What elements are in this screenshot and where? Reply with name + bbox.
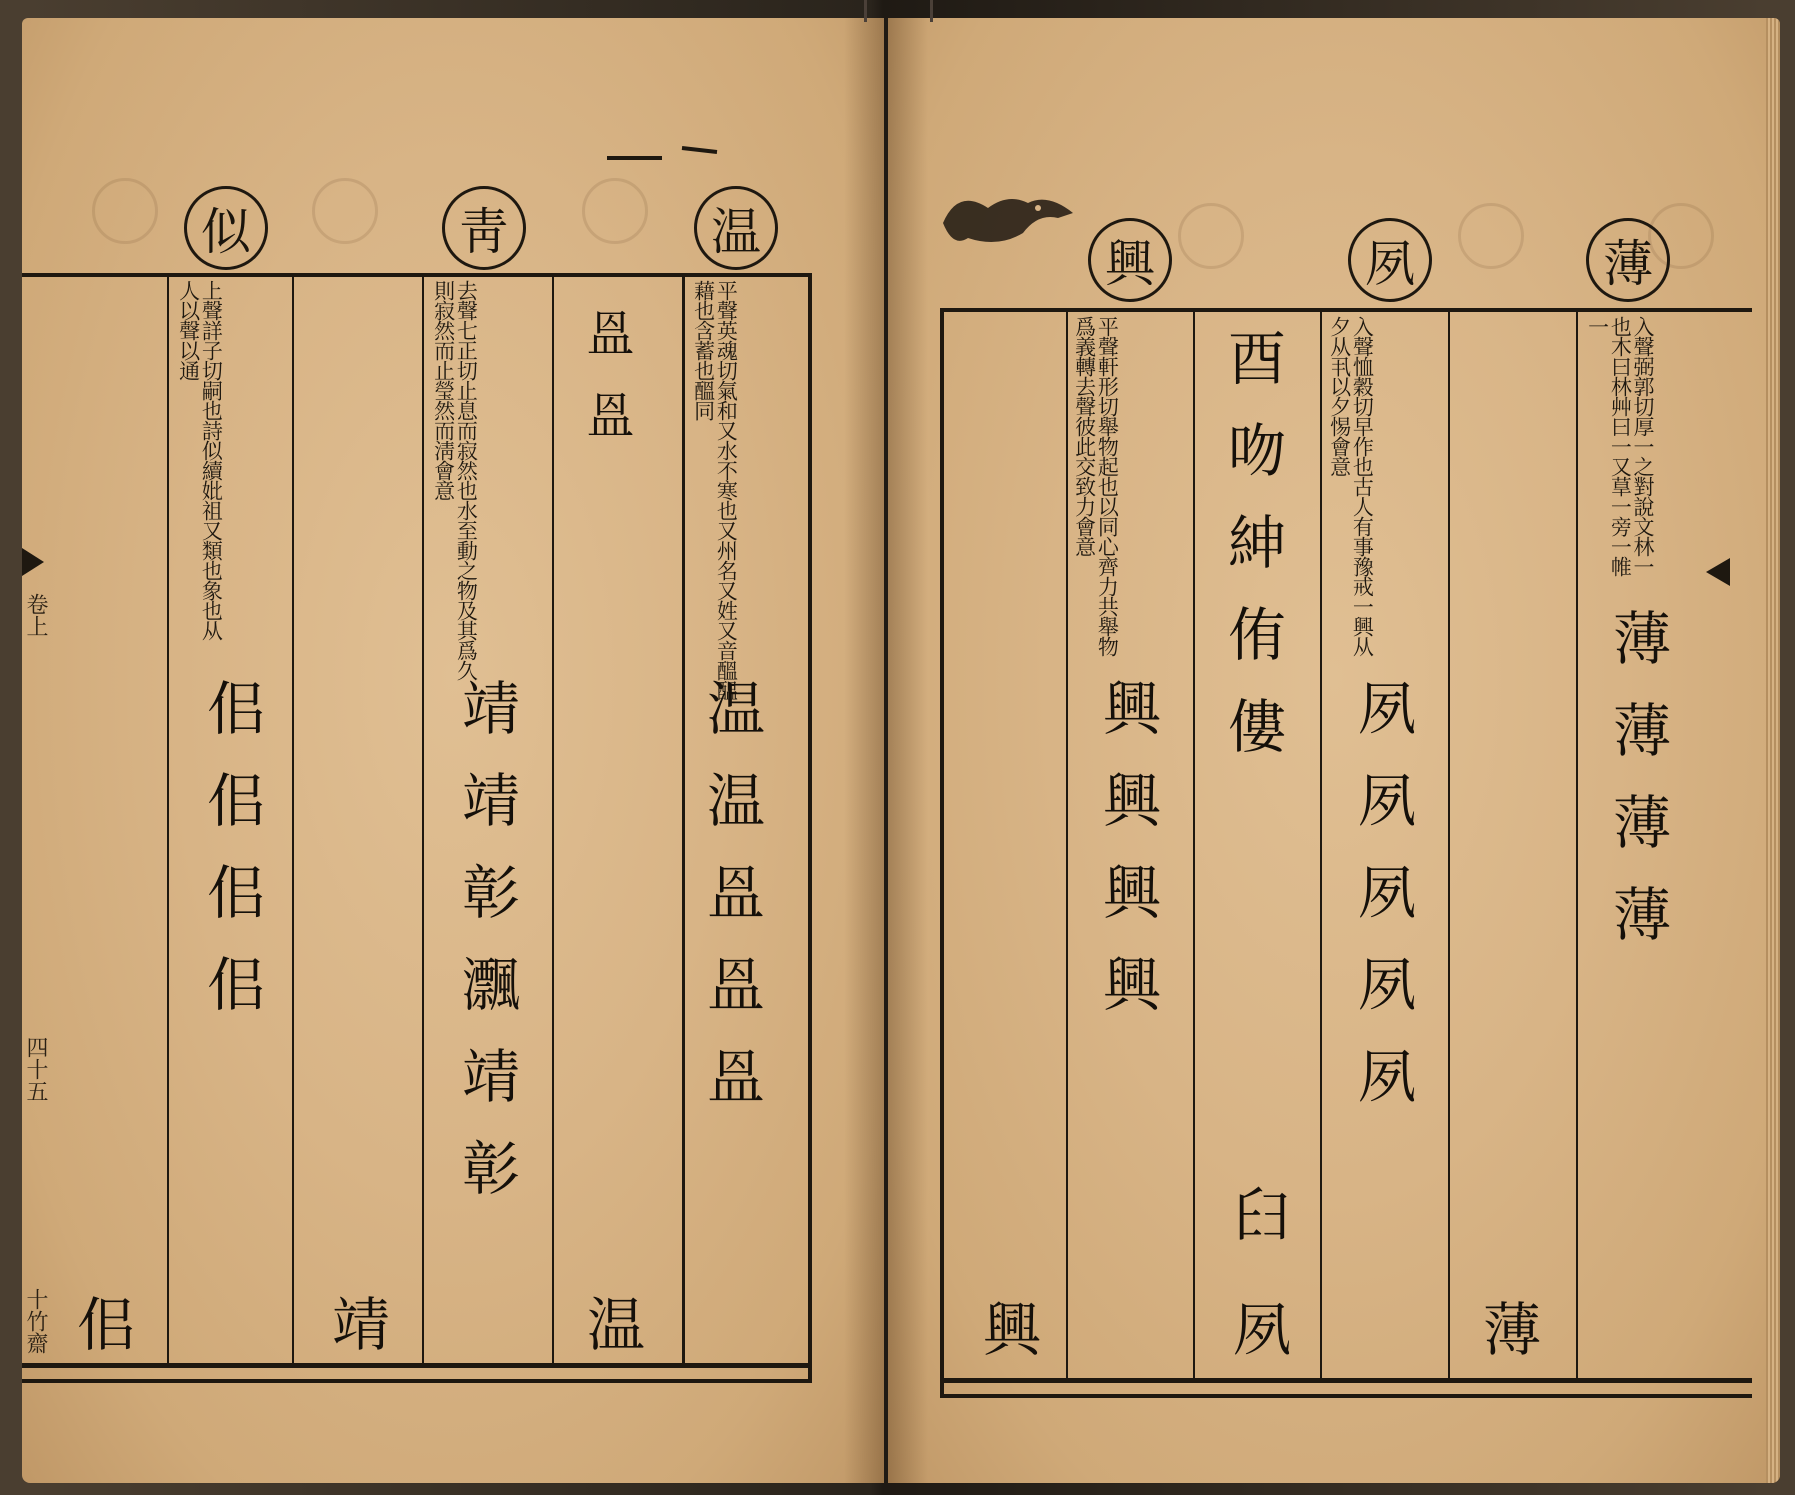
last-form-si: 佀	[77, 1291, 136, 1359]
right-bottom-rule	[940, 1378, 1752, 1383]
margin-studio-label: 十竹齋	[23, 1288, 48, 1354]
last-form-qing: 靖	[332, 1291, 391, 1359]
ghost-circle	[582, 178, 648, 244]
gloss-xing: 平聲軒形切舉物起也以同心齊力共舉物爲義轉去聲彼此交致力會意	[1072, 316, 1120, 656]
title-bao-circle: 薄	[1586, 218, 1670, 302]
column-rule	[1320, 308, 1322, 1378]
column-rule	[292, 273, 294, 1363]
heading-glyphs-wen: 𥁕𥁕	[578, 308, 634, 472]
seal-forms-qing: 靖靖彰𤅜靖彰	[452, 678, 520, 1230]
gloss-si: 上聲詳子切嗣也詩似續妣祖又類也象也从人以聲以通	[176, 280, 224, 640]
seal-forms-si: 佀佀佀佀	[197, 678, 265, 1046]
column-rule	[1448, 308, 1450, 1378]
gloss-bao: 入聲弼郭切厚一之對說文林一也木曰林艸曰一又䓍一旁一帷一	[1585, 316, 1656, 576]
last-form-su: 夙	[1233, 1296, 1292, 1364]
margin-volume-label: 卷上	[23, 593, 48, 637]
ghost-circle	[1178, 203, 1244, 269]
column-rule	[682, 273, 685, 1363]
gloss-wen: 平聲英魂切氣和又水不寒也又州名又姓又音醞醖藉也含蓄也醞同	[691, 280, 739, 700]
column-rule	[1193, 308, 1195, 1378]
gloss-su: 入聲恤穀切早作也古人有事豫戒一興从夕从丮以夕惕會意	[1327, 316, 1375, 656]
fishtail-mark-icon	[22, 548, 44, 576]
title-xing-circle: 興	[1088, 218, 1172, 302]
ghost-circle	[92, 178, 158, 244]
fishtail-mark-icon	[1706, 558, 1730, 586]
seal-forms-su: 夙夙夙夙夙	[1348, 678, 1416, 1138]
left-gutter-shadow	[844, 18, 884, 1483]
ghost-circle	[312, 178, 378, 244]
last-form-xing-a: 𦥑	[1233, 1181, 1292, 1249]
binding-thread	[864, 0, 867, 22]
column-rule	[422, 273, 424, 1363]
seal-forms-xing-a: 酉吻紳侑僂	[1218, 328, 1286, 788]
gloss-qing: 去聲七正切止息而寂然也水至動之物及其爲久則寂然而止瑩然而淸會意	[431, 280, 479, 680]
title-si-circle: 似	[184, 186, 268, 270]
seal-forms-xing-b: 興興興興	[1093, 678, 1161, 1046]
column-rule	[167, 273, 169, 1363]
last-form-xing-b: 興	[983, 1296, 1042, 1364]
title-qing-circle: 靑	[442, 186, 526, 270]
seal-forms-bao: 薄薄薄薄	[1603, 608, 1671, 976]
left-page	[22, 18, 884, 1483]
last-form-bao: 薄	[1483, 1296, 1542, 1364]
margin-page-number: 四十五	[23, 1036, 48, 1102]
bird-ornament-icon	[938, 178, 1078, 268]
column-rule	[1576, 308, 1578, 1378]
seal-forms-wen: 温温𥁕𥁕𥁕	[697, 678, 765, 1138]
column-rule	[1066, 308, 1068, 1378]
right-gutter-shadow	[888, 18, 928, 1483]
right-page	[888, 18, 1780, 1483]
ink-ornament-icon	[602, 138, 722, 178]
column-rule	[552, 273, 554, 1363]
title-su-circle: 夙	[1348, 218, 1432, 302]
page-edges	[1766, 18, 1780, 1483]
ghost-circle	[1458, 203, 1524, 269]
binding-thread	[930, 0, 933, 22]
title-wen-circle: 温	[694, 186, 778, 270]
left-bottom-rule	[22, 1363, 812, 1368]
last-form-wen: 温	[587, 1291, 646, 1359]
